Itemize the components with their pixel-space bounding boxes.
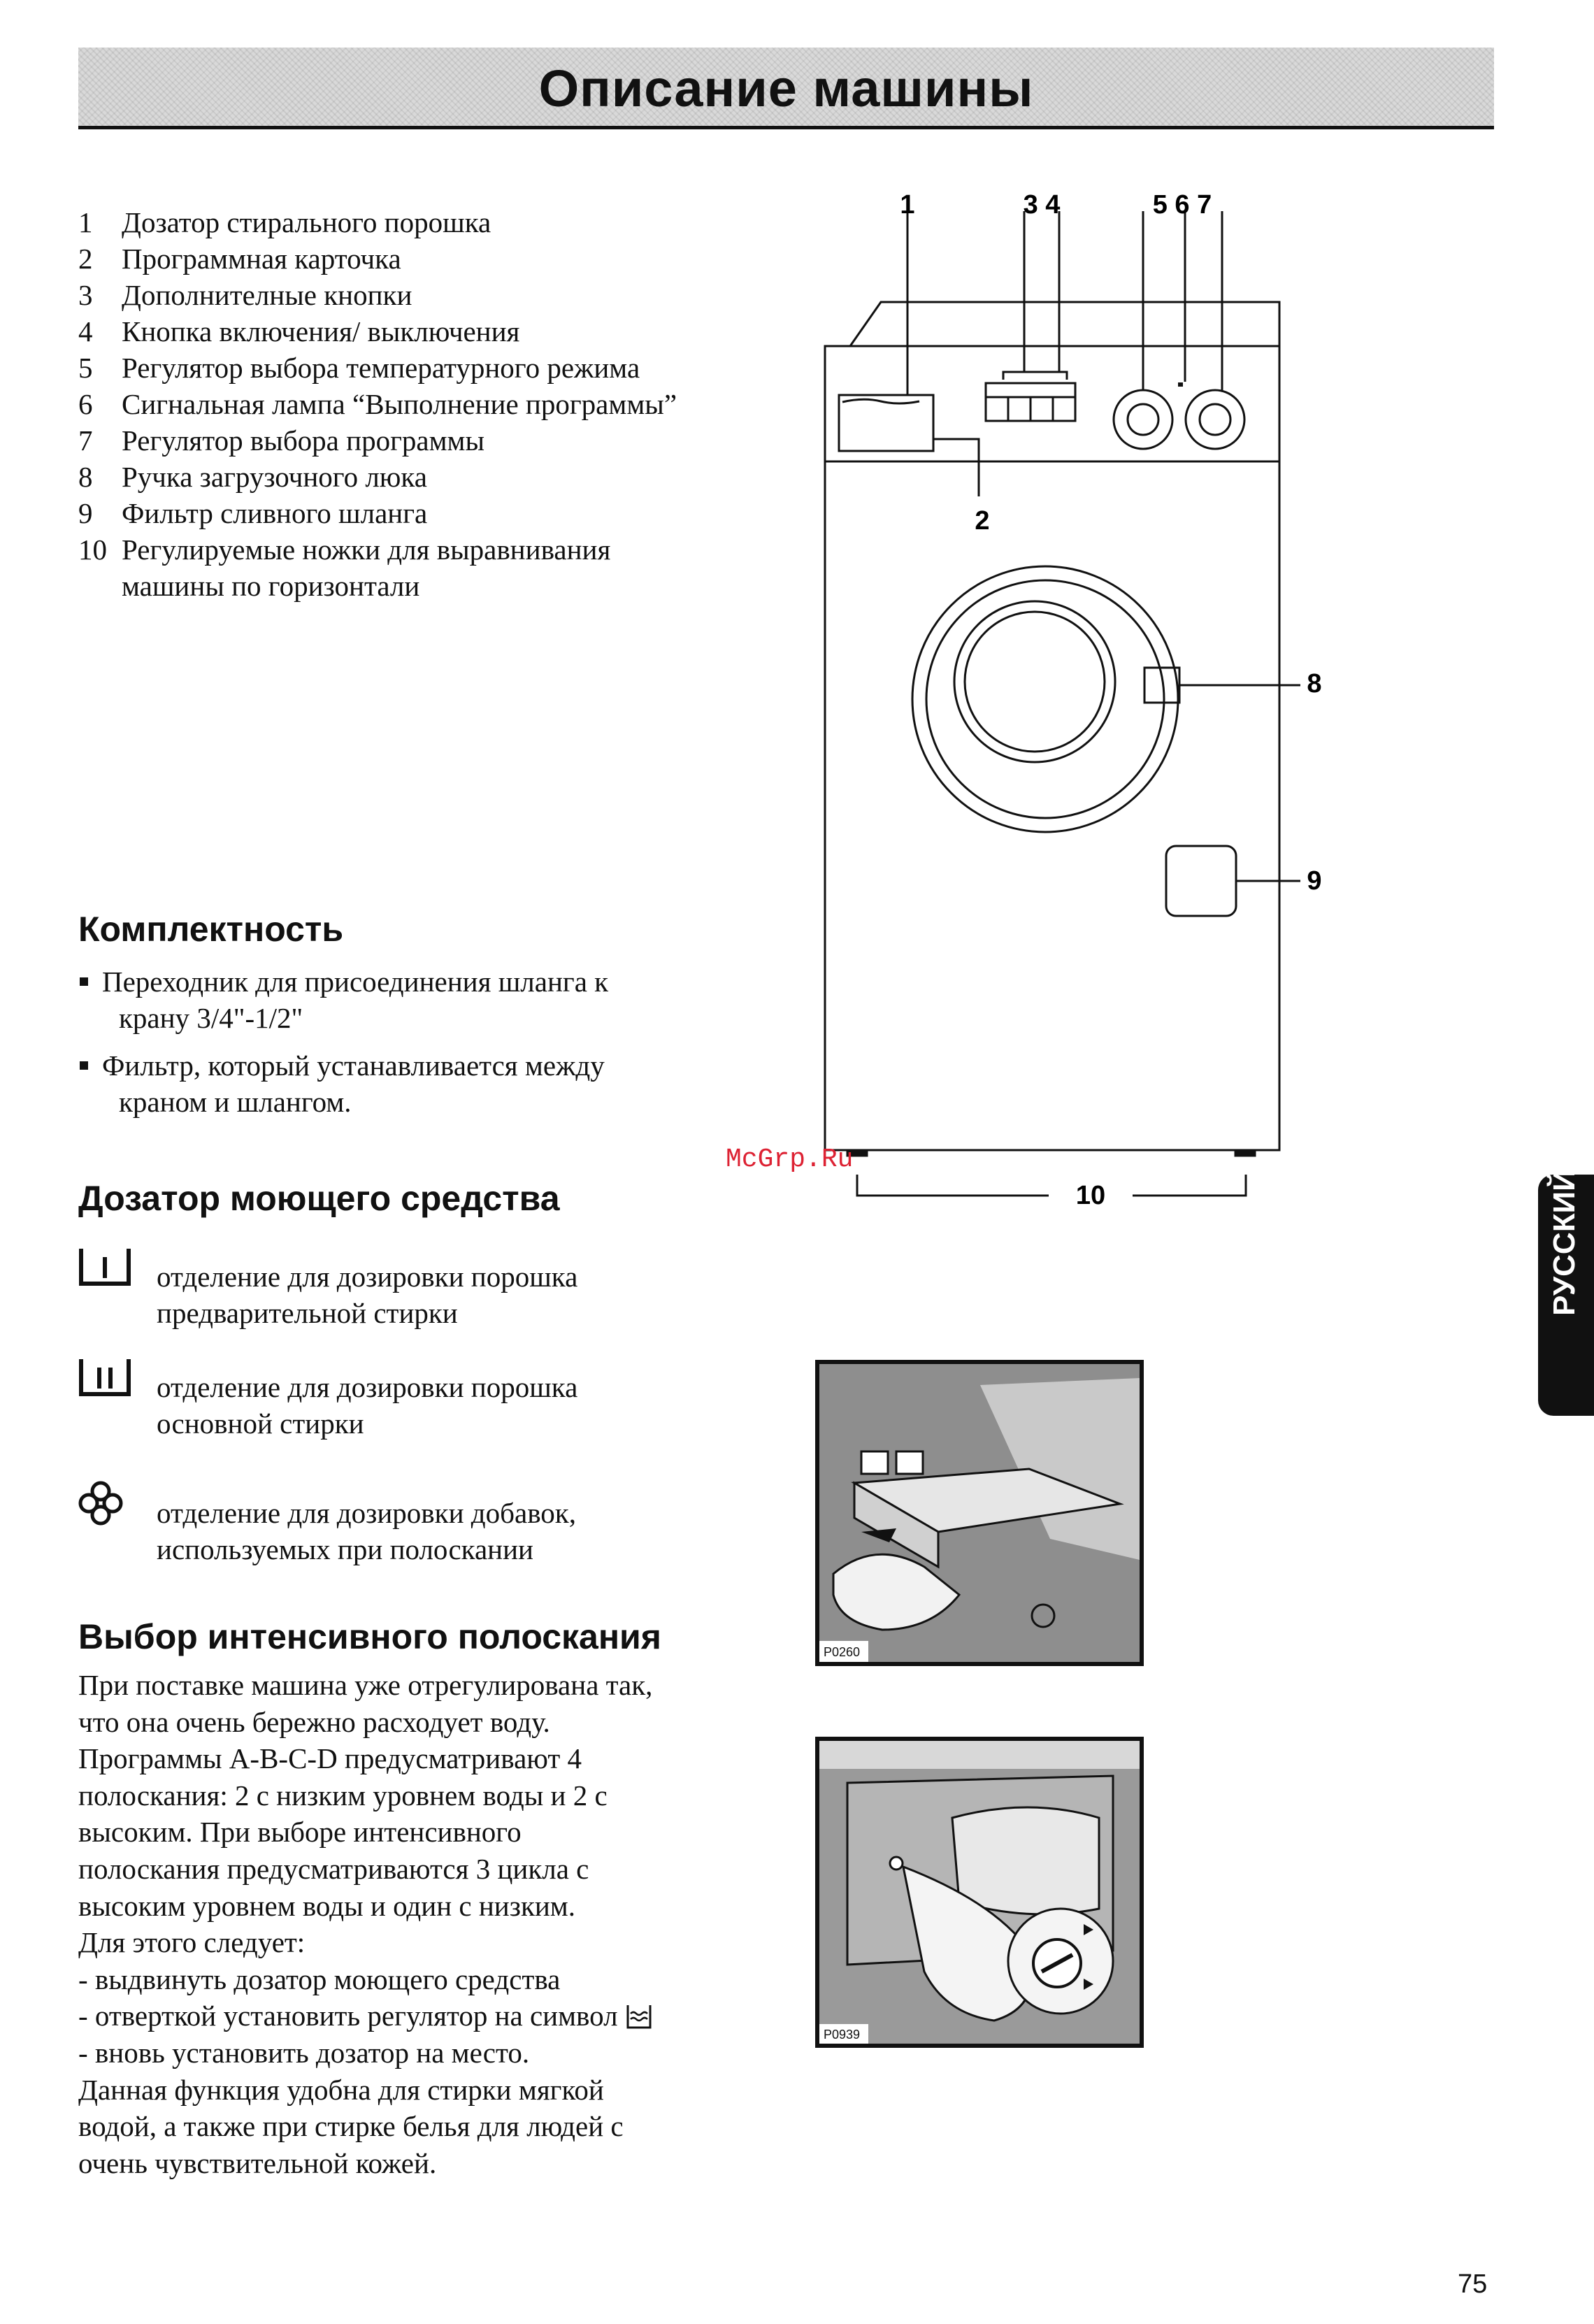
filter-flap — [1166, 846, 1236, 916]
language-side-tab-label: РУССКИЙ — [1547, 1169, 1581, 1316]
language-side-tab — [1538, 1169, 1594, 1416]
label-1: 1 — [900, 190, 915, 220]
list-item: Фильтр, который устанавливается между краном и шлангом. — [102, 1047, 605, 1120]
label-10: 10 — [1075, 1181, 1106, 1210]
photo-code: P0939 — [824, 2028, 861, 2042]
label-3-4: 3 4 — [1023, 190, 1061, 220]
rinse-paragraph: При поставке машина уже отрегулирована так, что она очень бережно расходует воду. Программы A-B-C-D предусматривают 4 полоскания: 2 с низким уровнем воды и 2 с высоким. При выборе интенсивного полоскания предусматриваются 3 цикла с высоким уровнем воды и один с низким. Для этого следует: - выдвинуть дозатор моющего средства - отверткой установить регулятор на символ - вновь установить дозатор на место. Данная функция удобна для стирки мягкой водой, а также при стирке белья для людей с очень чувствительной кожей. — [78, 1669, 653, 2179]
program-knob — [1186, 390, 1244, 449]
list-item: 10 Регулируемые ножки для выравнивания — [78, 533, 611, 566]
list-item: 3 Дополнителные кнопки — [78, 279, 412, 311]
label-2: 2 — [975, 506, 990, 536]
machine-top — [850, 302, 1279, 346]
list-item-continuation: машины по горизонтали — [122, 570, 420, 602]
label-8: 8 — [1307, 669, 1322, 698]
dispenser-item: отделение для дозировки порошка основной стирки — [157, 1371, 578, 1440]
title-bar — [78, 48, 1494, 129]
dispenser-item: отделение для дозировки добавок, используемых при полоскании — [157, 1497, 576, 1565]
page-number: 75 — [1458, 2269, 1488, 2299]
dispenser-heading: Дозатор моющего средства — [78, 1179, 560, 1218]
list-item: 2 Программная карточка — [78, 243, 401, 275]
softener-flower-icon — [78, 1481, 123, 1526]
completeness-heading: Комплектность — [78, 910, 344, 949]
temperature-knob — [1114, 390, 1172, 449]
bullet-icon — [80, 1061, 88, 1070]
list-item: 4 Кнопка включения/ выключения — [78, 315, 520, 347]
machine-body — [825, 346, 1279, 1150]
list-item: 8 Ручка загрузочного люка — [78, 461, 427, 493]
list-item: 7 Регулятор выбора программы — [78, 424, 485, 457]
dispenser-item: отделение для дозировки порошка предварительной стирки — [157, 1261, 578, 1329]
bullet-icon — [80, 977, 88, 986]
rinse-water-symbol-icon — [625, 2002, 653, 2030]
photo-dispenser-drawer — [815, 1360, 1144, 1666]
label-5-6-7: 5 6 7 — [1152, 190, 1212, 220]
page-title: Описание машины — [538, 59, 1034, 117]
watermark: McGrp.Ru — [726, 1145, 854, 1175]
list-item: Переходник для присоединения шланга к крану 3/4"-1/2" — [102, 963, 608, 1036]
prewash-compartment-icon — [78, 1246, 131, 1288]
list-item: 6 Сигнальная лампа “Выполнение программы” — [78, 388, 677, 420]
list-item: 1 Дозатор стирального порошка — [78, 206, 491, 238]
parts-list — [78, 204, 677, 604]
photo-rinse-regulator — [815, 1737, 1144, 2048]
photo-code: P0260 — [824, 1645, 861, 1659]
door — [912, 566, 1178, 832]
label-9: 9 — [1307, 866, 1322, 896]
rinse-heading: Выбор интенсивного полоскания — [78, 1617, 661, 1656]
mainwash-compartment-icon — [78, 1356, 131, 1398]
list-item: 5 Регулятор выбора температурного режима — [78, 352, 640, 384]
machine-diagram — [804, 182, 1335, 1210]
list-item: 9 Фильтр сливного шланга — [78, 497, 428, 529]
